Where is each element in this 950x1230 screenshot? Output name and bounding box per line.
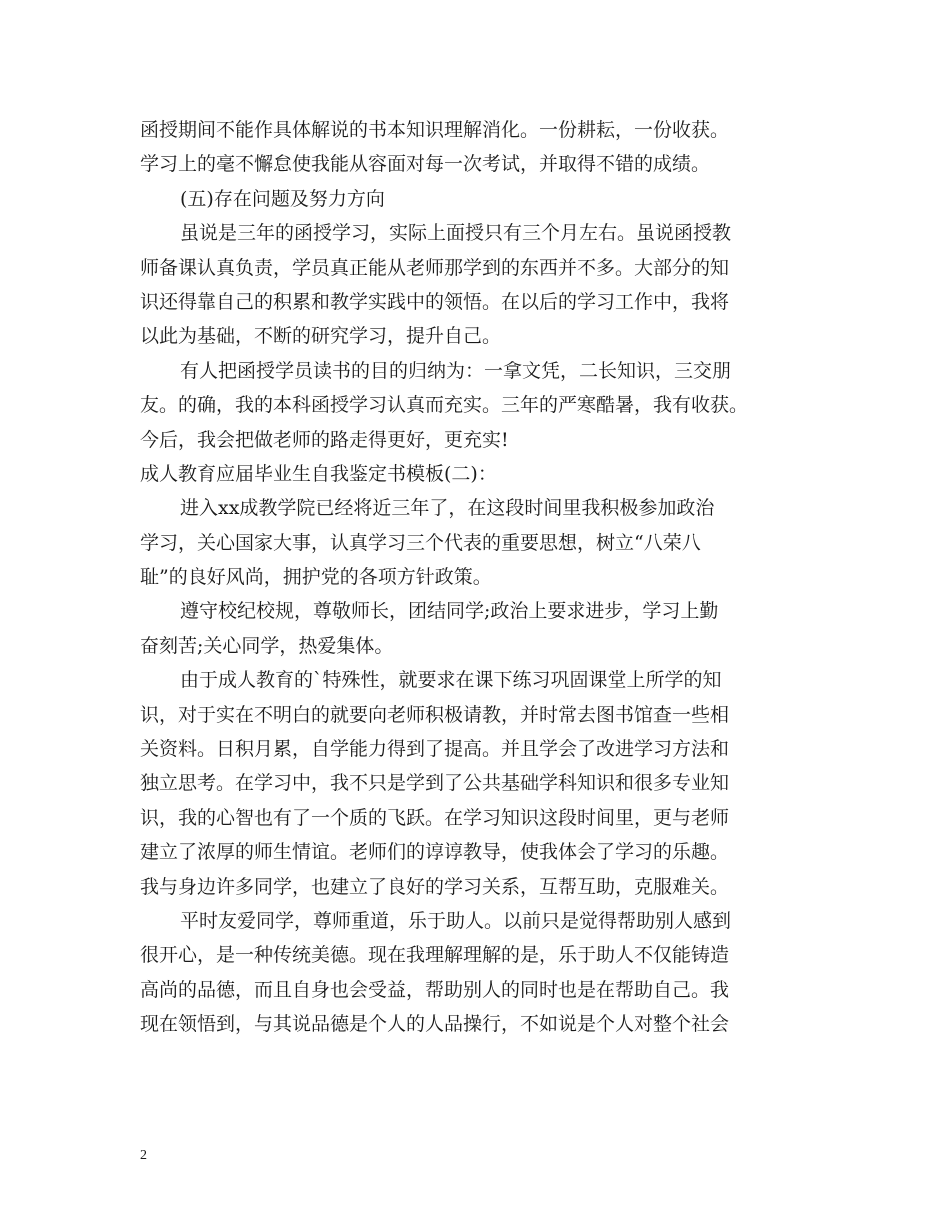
text-line: 很开心，是一种传统美德。现在我理解理解的是，乐于助人不仅能铸造 xyxy=(140,944,730,967)
text-line: 有人把函授学员读书的目的归纳为：一拿文凭，二长知识，三交朋 xyxy=(180,359,732,382)
text-line: 建立了浓厚的师生情谊。老师们的谆谆教导，使我体会了学习的乐趣。 xyxy=(140,841,730,864)
document-body xyxy=(140,113,830,1042)
text-line: 独立思考。在学习中，我不只是学到了公共基础学科知识和很多专业知 xyxy=(140,772,730,795)
text-line: 今后，我会把做老师的路走得更好，更充实! xyxy=(140,428,509,451)
text-line: 由于成人教育的`特殊性，就要求在课下练习巩固课堂上所学的知 xyxy=(180,669,722,692)
text-line: 耻”的良好风尚，拥护党的各项方针政策。 xyxy=(140,566,492,589)
text-line: 友。的确，我的本科函授学习认真而充实。三年的严寒酷暑，我有收获。 xyxy=(140,394,749,417)
text-line: 高尚的品德，而且自身也会受益，帮助别人的同时也是在帮助自己。我 xyxy=(140,978,730,1001)
text-line: 关资料。日积月累，自学能力得到了提高。并且学会了改进学习方法和 xyxy=(140,738,730,761)
text-line: 函授期间不能作具体解说的书本知识理解消化。一份耕耘，一份收获。 xyxy=(140,119,730,141)
text-line: 成人教育应届毕业生自我鉴定书模板(二)： xyxy=(140,462,497,485)
text-line: 识还得靠自己的积累和教学实践中的领悟。在以后的学习工作中，我将 xyxy=(140,290,730,313)
text-line: 以此为基础，不断的研究学习，提升自己。 xyxy=(140,325,502,348)
text-line: 平时友爱同学，尊师重道，乐于助人。以前只是觉得帮助别人感到 xyxy=(180,909,732,932)
text-line: 进入xx成教学院已经将近三年了，在这段时间里我积极参加政治 xyxy=(180,497,715,520)
text-line: 学习上的毫不懈怠使我能从容面对每一次考试，并取得不错的成绩。 xyxy=(140,153,711,176)
text-line: 奋刻苦;关心同学，热爱集体。 xyxy=(140,634,394,657)
text-line: 我与身边许多同学，也建立了良好的学习关系，互帮互助，克服难关。 xyxy=(140,875,730,898)
page-number: 2 xyxy=(140,1148,147,1163)
text-line: 现在领悟到，与其说品德是个人的人品操行，不如说是个人对整个社会 xyxy=(140,1013,730,1036)
text-line: (五)存在问题及努力方向 xyxy=(180,187,385,210)
text-line: 识，对于实在不明白的就要向老师积极请教，并时常去图书馆查一些相 xyxy=(140,703,730,726)
text-line: 遵守校纪校规，尊敬师长，团结同学;政治上要求进步，学习上勤 xyxy=(180,600,719,623)
text-line: 虽说是三年的函授学习，实际上面授只有三个月左右。虽说函授教 xyxy=(180,222,732,245)
text-line: 识，我的心智也有了一个质的飞跃。在学习知识这段时间里，更与老师 xyxy=(140,806,730,829)
text-line: 学习，关心国家大事，认真学习三个代表的重要思想，树立“八荣八 xyxy=(140,531,701,554)
text-line: 师备课认真负责，学员真正能从老师那学到的东西并不多。大部分的知 xyxy=(140,256,730,279)
